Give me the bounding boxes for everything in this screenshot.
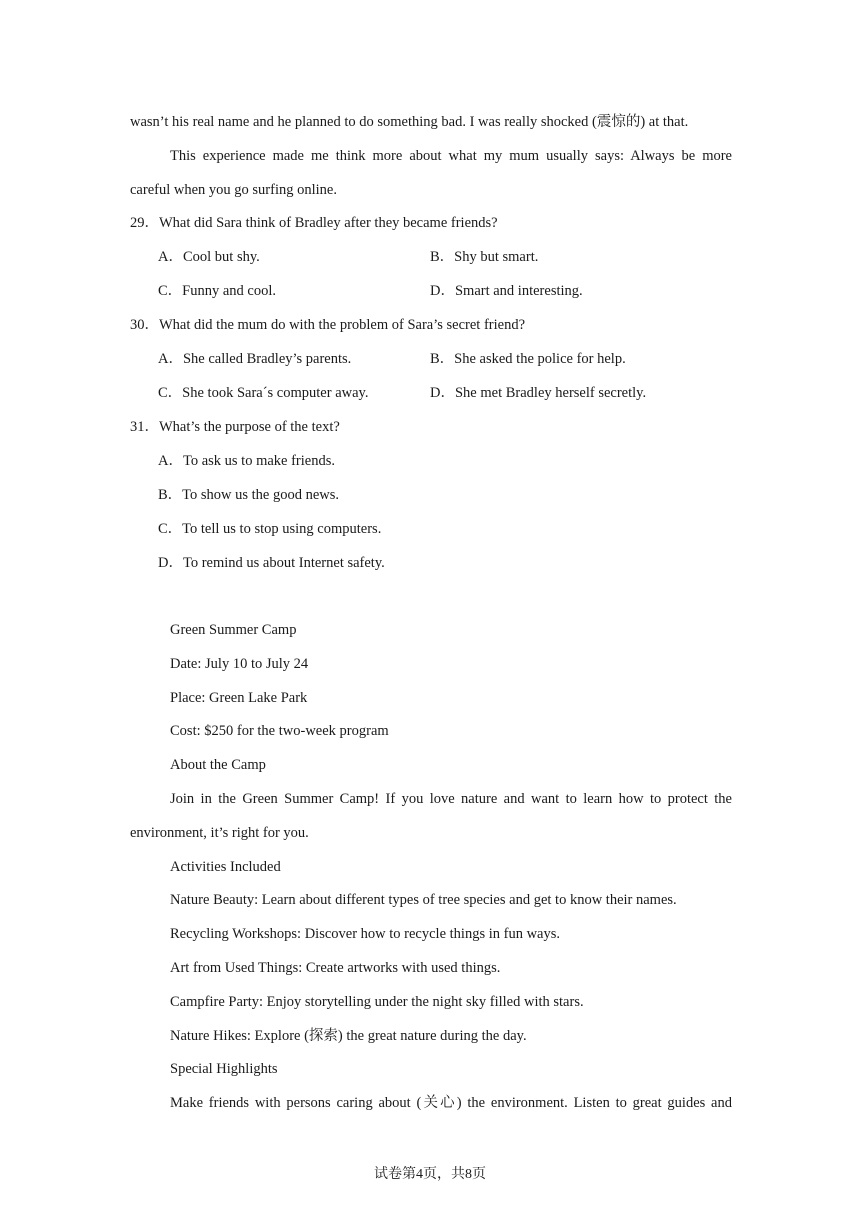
page-footer: 试卷第4页，共8页 [374, 1167, 486, 1182]
camp-activity-item: Nature Hikes: Explore (探索) the great nature during the day. [170, 1028, 527, 1044]
question-stem: What did Sara think of Bradley after they became friends? [159, 215, 498, 231]
option-letter: D． [430, 385, 455, 401]
camp-title: Green Summer Camp [170, 622, 297, 638]
question-number: 29． [130, 215, 159, 231]
camp-date: Date: July 10 to July 24 [170, 656, 309, 672]
question-29 [130, 214, 498, 232]
passage-text-line: careful when you go surfing online. [130, 182, 337, 198]
camp-about-text: environment, it’s right for you. [130, 825, 309, 841]
camp-highlights-text: Make friends with persons caring about (关心) the environment. Listen to great guides and [170, 1095, 732, 1111]
option-letter: C． [158, 521, 183, 537]
camp-activity-item: Nature Beauty: Learn about different types of tree species and get to know their names. [170, 892, 677, 908]
option-c [158, 384, 368, 402]
option-a [158, 452, 335, 470]
camp-activity-item: Recycling Workshops: Discover how to recycle things in fun ways. [170, 926, 560, 942]
camp-activity-item: Campfire Party: Enjoy storytelling under the night sky filled with stars. [170, 994, 584, 1010]
option-letter: C． [158, 385, 183, 401]
option-letter: B． [430, 249, 455, 265]
option-letter: A． [158, 453, 183, 469]
option-b [430, 350, 626, 368]
passage-text-line: This experience made me think more about what my mum usually says: Always be more [170, 148, 732, 164]
option-c [158, 282, 276, 300]
option-letter: B． [430, 351, 455, 367]
option-text: To remind us about Internet safety. [182, 555, 385, 571]
option-text: She asked the police for help. [454, 351, 626, 367]
camp-about-text: Join in the Green Summer Camp! If you love nature and want to learn how to protect the [170, 791, 732, 807]
question-stem: What’s the purpose of the text? [159, 419, 340, 435]
camp-activity-item: Art from Used Things: Create artworks with used things. [170, 960, 501, 976]
option-letter: C． [158, 283, 183, 299]
option-letter: D． [158, 555, 183, 571]
option-letter: A． [158, 351, 183, 367]
option-text: To tell us to stop using computers. [182, 521, 382, 537]
option-a [158, 350, 351, 368]
option-text: She took Sara´s computer away. [182, 385, 369, 401]
option-b [430, 248, 538, 266]
option-d [430, 384, 646, 402]
camp-about-heading: About the Camp [170, 757, 266, 773]
option-text: Smart and interesting. [454, 283, 583, 299]
option-c [158, 520, 381, 538]
option-letter: D． [430, 283, 455, 299]
option-letter: B． [158, 487, 183, 503]
question-stem: What did the mum do with the problem of Sara’s secret friend? [159, 317, 526, 333]
option-a [158, 248, 260, 266]
option-text: To ask us to make friends. [182, 453, 335, 469]
camp-activities-heading: Activities Included [170, 859, 281, 875]
option-text: Shy but smart. [454, 249, 539, 265]
option-d [158, 554, 385, 572]
option-d [430, 282, 583, 300]
question-number: 31． [130, 419, 159, 435]
camp-place: Place: Green Lake Park [170, 690, 308, 706]
option-text: She called Bradley’s parents. [182, 351, 352, 367]
question-30 [130, 316, 525, 334]
passage-text-line: wasn’t his real name and he planned to do something bad. I was really shocked (震惊的) at that. [130, 114, 689, 130]
option-text: Cool but shy. [182, 249, 260, 265]
question-31 [130, 418, 340, 436]
question-number: 30． [130, 317, 159, 333]
option-text: Funny and cool. [182, 283, 277, 299]
option-text: She met Bradley herself secretly. [454, 385, 647, 401]
option-b [158, 486, 339, 504]
option-letter: A． [158, 249, 183, 265]
camp-cost: Cost: $250 for the two-week program [170, 723, 389, 739]
camp-highlights-heading: Special Highlights [170, 1061, 278, 1077]
option-text: To show us the good news. [182, 487, 340, 503]
